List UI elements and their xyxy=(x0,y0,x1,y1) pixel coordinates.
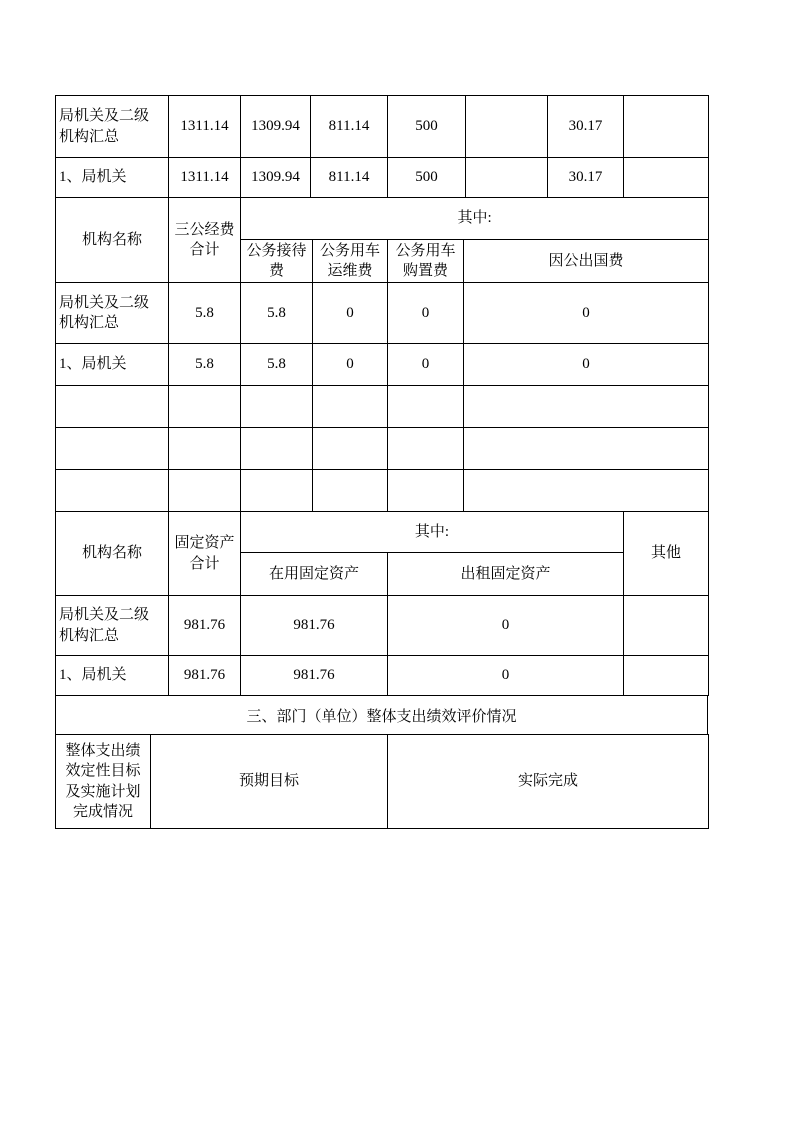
value-cell xyxy=(313,428,388,470)
value-cell: 981.76 xyxy=(241,656,388,696)
value-cell xyxy=(464,428,709,470)
empty-row xyxy=(56,428,709,470)
value-cell xyxy=(313,386,388,428)
value-cell: 811.14 xyxy=(311,96,388,158)
value-cell xyxy=(624,596,709,656)
value-cell: 500 xyxy=(388,158,466,198)
value-cell: 5.8 xyxy=(241,344,313,386)
value-cell xyxy=(169,386,241,428)
value-cell: 0 xyxy=(388,283,464,344)
value-cell: 981.76 xyxy=(169,656,241,696)
value-cell: 5.8 xyxy=(169,344,241,386)
header-fixed-assets-total: 固定资产 合计 xyxy=(169,512,241,596)
value-cell xyxy=(388,428,464,470)
value-cell xyxy=(169,470,241,512)
value-cell: 981.76 xyxy=(169,596,241,656)
value-cell xyxy=(624,158,709,198)
header-official-reception: 公务接待 费 xyxy=(241,240,313,283)
value-cell xyxy=(388,386,464,428)
org-name-cell xyxy=(56,428,169,470)
value-cell xyxy=(466,158,548,198)
header-among-which: 其中: xyxy=(241,198,709,240)
value-cell: 5.8 xyxy=(169,283,241,344)
three-public-expenses-table xyxy=(55,197,709,512)
performance-label-cell: 整体支出绩 效定性目标 及实施计划 完成情况 xyxy=(56,735,151,829)
value-cell xyxy=(388,470,464,512)
value-cell: 1311.14 xyxy=(169,158,241,198)
value-cell: 981.76 xyxy=(241,596,388,656)
expenditure-summary-table xyxy=(55,95,709,198)
org-name-cell: 1、局机关 xyxy=(56,344,169,386)
data-row-total xyxy=(56,596,709,656)
value-cell: 30.17 xyxy=(548,96,624,158)
header-other: 其他 xyxy=(624,512,709,596)
summary-row-total xyxy=(56,96,709,158)
data-row-total xyxy=(56,283,709,344)
header-org-name: 机构名称 xyxy=(56,198,169,283)
value-cell xyxy=(241,428,313,470)
header-overseas-trips: 因公出国费 xyxy=(464,240,709,283)
value-cell: 0 xyxy=(464,283,709,344)
org-name-cell: 1、局机关 xyxy=(56,158,169,198)
header-row xyxy=(56,198,709,240)
performance-evaluation-table xyxy=(55,734,709,829)
value-cell xyxy=(466,96,548,158)
header-vehicle-maintenance: 公务用车 运维费 xyxy=(313,240,388,283)
empty-row xyxy=(56,470,709,512)
expected-goal-cell: 预期目标 xyxy=(151,735,388,829)
value-cell: 811.14 xyxy=(311,158,388,198)
value-cell xyxy=(624,96,709,158)
header-vehicle-purchase: 公务用车 购置费 xyxy=(388,240,464,283)
value-cell xyxy=(624,656,709,696)
value-cell: 0 xyxy=(464,344,709,386)
value-cell: 30.17 xyxy=(548,158,624,198)
header-among-which: 其中: xyxy=(241,512,624,553)
value-cell: 1309.94 xyxy=(241,96,311,158)
org-name-cell xyxy=(56,386,169,428)
value-cell: 500 xyxy=(388,96,466,158)
value-cell: 1309.94 xyxy=(241,158,311,198)
org-name-cell: 局机关及二级 机构汇总 xyxy=(56,96,169,158)
header-three-public-total: 三公经费 合计 xyxy=(169,198,241,283)
org-name-cell: 局机关及二级 机构汇总 xyxy=(56,283,169,344)
value-cell: 0 xyxy=(388,596,624,656)
org-name-cell: 1、局机关 xyxy=(56,656,169,696)
value-cell: 1311.14 xyxy=(169,96,241,158)
value-cell xyxy=(464,386,709,428)
header-assets-in-use: 在用固定资产 xyxy=(241,553,388,596)
value-cell xyxy=(241,470,313,512)
org-name-cell xyxy=(56,470,169,512)
actual-completion-cell: 实际完成 xyxy=(388,735,709,829)
header-row xyxy=(56,512,709,553)
value-cell: 5.8 xyxy=(241,283,313,344)
value-cell: 0 xyxy=(313,283,388,344)
data-row-bureau xyxy=(56,656,709,696)
summary-row-bureau xyxy=(56,158,709,198)
section-title: 三、部门（单位）整体支出绩效评价情况 xyxy=(55,695,708,735)
header-assets-rented-out: 出租固定资产 xyxy=(388,553,624,596)
fixed-assets-table xyxy=(55,511,709,696)
value-cell: 0 xyxy=(388,344,464,386)
value-cell xyxy=(313,470,388,512)
value-cell xyxy=(464,470,709,512)
performance-row xyxy=(56,735,709,829)
data-row-bureau xyxy=(56,344,709,386)
org-name-cell: 局机关及二级 机构汇总 xyxy=(56,596,169,656)
value-cell xyxy=(169,428,241,470)
header-org-name: 机构名称 xyxy=(56,512,169,596)
report-sheet xyxy=(55,95,708,829)
value-cell: 0 xyxy=(388,656,624,696)
empty-row xyxy=(56,386,709,428)
value-cell xyxy=(241,386,313,428)
value-cell: 0 xyxy=(313,344,388,386)
